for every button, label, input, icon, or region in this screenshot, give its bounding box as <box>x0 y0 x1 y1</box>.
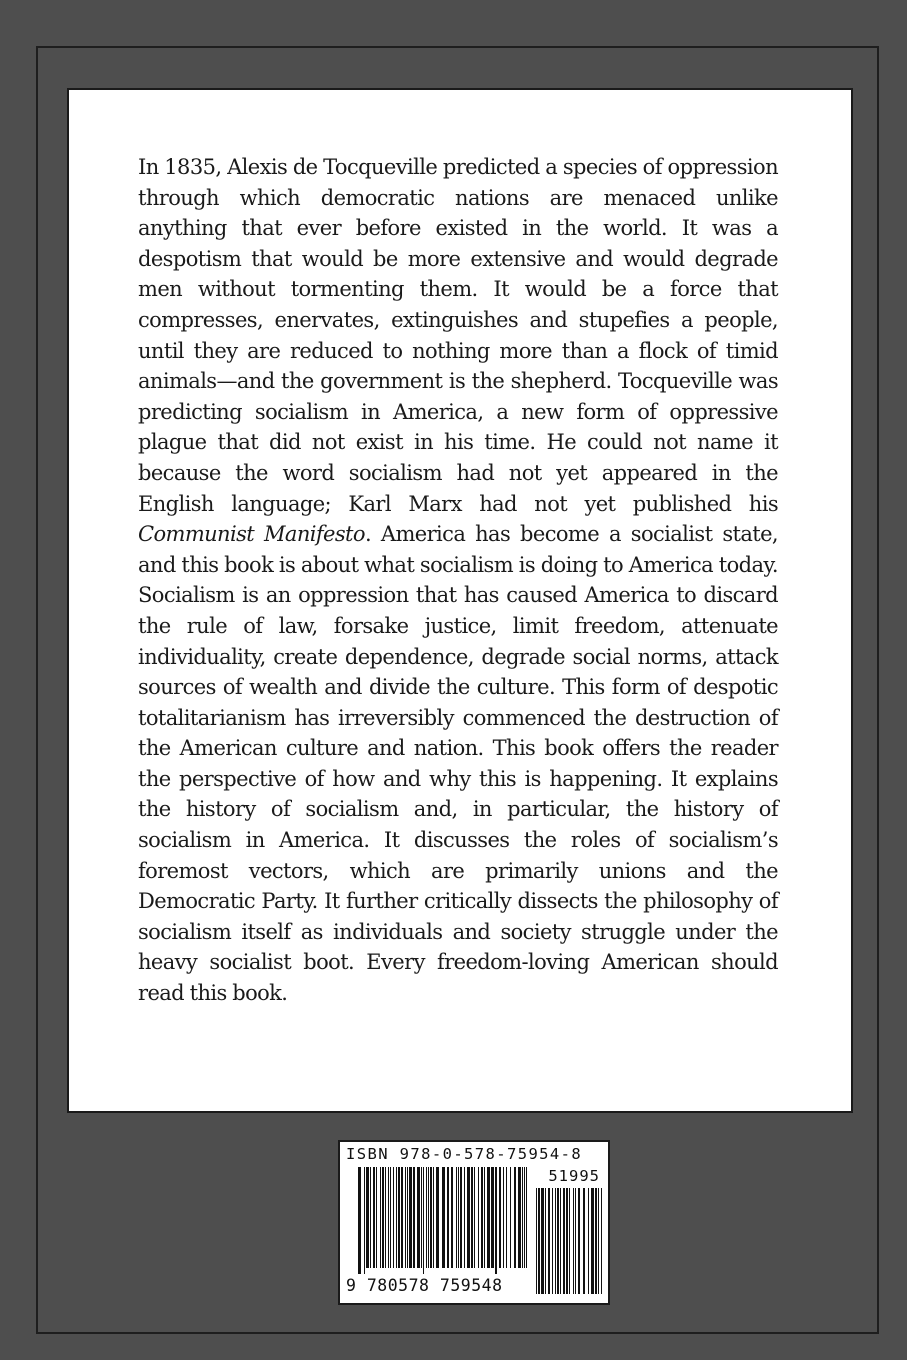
barcode-bar <box>563 1188 565 1294</box>
barcode-bar <box>499 1167 501 1268</box>
barcode-bar <box>526 1167 527 1268</box>
barcode-bar <box>598 1188 599 1294</box>
description-panel <box>67 88 853 1113</box>
barcode-bar <box>566 1188 568 1294</box>
price-code: 51995 <box>548 1167 600 1185</box>
barcode-bar <box>398 1167 400 1268</box>
barcode-bar <box>548 1188 550 1294</box>
barcode-bar <box>557 1188 559 1294</box>
barcode-bar <box>436 1167 439 1268</box>
barcode-bar <box>595 1188 597 1294</box>
barcode-bar <box>393 1167 394 1268</box>
barcode-bar <box>401 1167 403 1268</box>
barcode-bar <box>538 1188 540 1294</box>
barcode-bar <box>541 1188 544 1294</box>
barcode-bar <box>417 1167 420 1268</box>
book-description <box>138 152 778 1009</box>
barcode-bar <box>426 1167 427 1268</box>
barcode-bar <box>522 1167 523 1268</box>
barcode-bar <box>447 1167 449 1268</box>
isbn-barcode <box>338 1140 610 1305</box>
barcode-bar <box>575 1188 576 1294</box>
barcode-bar <box>552 1188 553 1294</box>
barcode-bar <box>583 1188 585 1294</box>
barcode-bar <box>373 1167 375 1268</box>
barcode-bar <box>358 1167 361 1274</box>
barcode-bar <box>390 1167 391 1268</box>
barcode-bar <box>491 1167 494 1268</box>
barcode-bar <box>458 1167 459 1268</box>
barcode-bar <box>456 1167 457 1268</box>
barcode-bar <box>430 1167 432 1268</box>
barcode-bar <box>413 1167 415 1268</box>
barcode-bar <box>518 1167 521 1268</box>
description-text-part1: In 1835, Alexis de Tocqueville predicted a species of oppression through which democratic nations are menaced unlike anything that ever before existed in the world. It was a despotism that would be more extensive and would degrade men without tormenting them. It would be a force that compresses, enervates, extinguishes and stupefies a people, until they are reduced to nothing more than a flock of timid animals—and the government is the shepherd. Tocqueville was predicting socialism in America, a new form of oppressive plague that did not exist in his time. He could not name it because the word socialism had not yet appeared in the English language; Karl Marx had not yet published his <box>138 155 778 516</box>
barcode-bar <box>467 1167 470 1268</box>
price-addon-barcode-bars <box>536 1188 604 1300</box>
barcode-bar <box>478 1167 479 1268</box>
barcode-bar <box>578 1188 580 1294</box>
barcode-bar <box>569 1188 570 1294</box>
barcode-bar <box>460 1167 462 1268</box>
isbn-label: ISBN 978-0-578-75954-8 <box>346 1145 583 1163</box>
barcode-bar <box>428 1167 429 1268</box>
barcode-bar <box>366 1167 369 1268</box>
barcode-bar <box>433 1167 434 1268</box>
barcode-bar <box>495 1167 497 1274</box>
barcode-bar <box>396 1167 397 1268</box>
barcode-bar <box>370 1167 371 1268</box>
barcode-bar <box>364 1167 365 1274</box>
barcode-bar <box>573 1188 574 1294</box>
barcode-bar <box>536 1188 537 1294</box>
barcode-bar <box>514 1167 516 1268</box>
barcode-bar <box>474 1167 475 1268</box>
barcode-bar <box>481 1167 483 1268</box>
barcode-bar <box>484 1167 485 1268</box>
book-title-italic: Communist Manifesto <box>138 522 365 547</box>
barcode-bar <box>591 1188 594 1294</box>
barcode-bar <box>601 1188 602 1294</box>
barcode-bar <box>376 1167 377 1268</box>
barcode-bar <box>421 1167 422 1268</box>
barcode-bar <box>555 1188 556 1294</box>
ean13-barcode-bars <box>358 1167 528 1274</box>
barcode-bar <box>380 1167 381 1268</box>
barcode-bar <box>506 1167 507 1268</box>
barcode-bar <box>503 1167 504 1268</box>
barcode-bar <box>545 1188 546 1294</box>
barcode-bar <box>405 1167 406 1268</box>
barcode-bar <box>487 1167 490 1268</box>
isbn-digits: 9 780578 759548 <box>346 1276 503 1295</box>
barcode-bar <box>560 1188 561 1294</box>
barcode-bar <box>464 1167 465 1268</box>
barcode-bar <box>510 1167 511 1268</box>
barcode-bar <box>588 1188 589 1294</box>
barcode-bar <box>407 1167 408 1268</box>
description-text-part2: . America has become a socialist state, and this book is about what socialism is doing to America today. Socialism is an oppression that has caused America to discard the rule of law, forsake justice, limit freedom, attenuate individuality, create dependence, degrade social norms, attack sources of wealth and divide the culture. This form of despotic totalitarianism has irreversibly commenced the destruction of the American culture and nation. This book offers the reader the perspective of how and why this is happening. It explains the history of socialism and, in particular, the history of socialism in America. It discusses the roles of socialism’s foremost vectors, which are primarily unions and the Democratic Party. It further critically dissects the philosophy of socialism itself as individuals and society struggle under the heavy socialist boot. Every freedom-loving American should read this book. <box>138 522 778 1006</box>
barcode-bar <box>524 1167 525 1268</box>
barcode-bar <box>423 1167 424 1274</box>
barcode-bar <box>388 1167 389 1268</box>
barcode-bar <box>471 1167 473 1268</box>
barcode-bar <box>442 1167 445 1268</box>
barcode-bar <box>382 1167 384 1268</box>
barcode-bar <box>385 1167 386 1268</box>
barcode-bar <box>409 1167 412 1268</box>
barcode-bar <box>451 1167 453 1268</box>
